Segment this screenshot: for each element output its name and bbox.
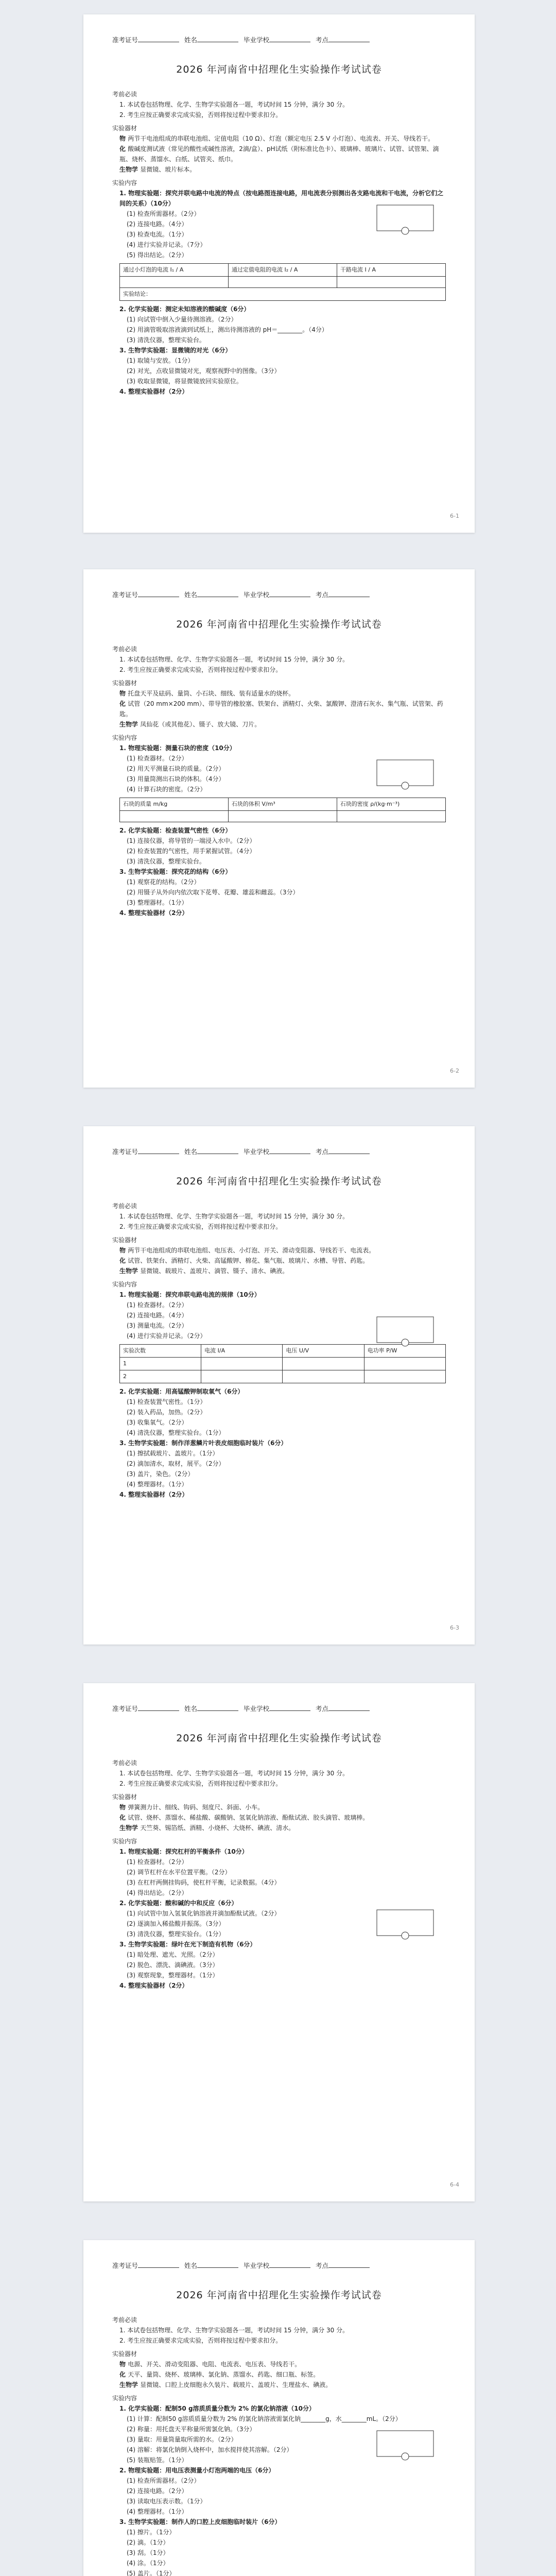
header-field bbox=[184, 2261, 238, 2270]
equipment-subject: 物 bbox=[119, 135, 128, 142]
question-step: (1) 检查所需器材。（2分） bbox=[127, 210, 200, 217]
record-table-header-cell: 干路电流 I / A bbox=[337, 264, 446, 277]
record-table bbox=[119, 1344, 446, 1383]
question-step: (3) 整理器材。（1分） bbox=[127, 899, 188, 906]
header-label: 毕业学校 bbox=[244, 1148, 270, 1156]
equipment-subject: 物 bbox=[119, 690, 128, 697]
question-step: (1) 擦拭载玻片、盖玻片。（1分） bbox=[127, 1450, 219, 1457]
circuit-diagram bbox=[372, 1905, 439, 1941]
tidy-line: 4. 整理实验器材（2分） bbox=[119, 388, 188, 395]
equipment-subject: 化 bbox=[119, 1814, 128, 1821]
question-step: (2) 滴加清水，取材，展平。（2分） bbox=[127, 1460, 225, 1467]
question-2: 2. 化学实验题：测定未知溶液的酸碱度（6分） bbox=[119, 306, 250, 313]
header-label: 毕业学校 bbox=[244, 1705, 270, 1713]
header-field bbox=[244, 590, 310, 599]
exam-page bbox=[83, 569, 475, 1088]
notice-heading: 考前必读 bbox=[112, 2316, 137, 2324]
question-step: (1) 连接仪器，将导管的一端浸入水中。（2分） bbox=[127, 837, 256, 844]
header-field bbox=[244, 2261, 310, 2270]
equipment-subject: 物 bbox=[119, 2361, 128, 2368]
notice-heading: 考前必读 bbox=[112, 91, 137, 98]
header-label: 准考证号 bbox=[112, 591, 138, 599]
page-title: 2026 年河南省中招理化生实验操作考试试卷 bbox=[176, 1176, 382, 1187]
equipment-subject: 生物学 bbox=[119, 1824, 141, 1832]
equipment-line bbox=[112, 1266, 446, 1276]
header-blank-line bbox=[197, 2267, 238, 2268]
question-step: (2) 脱色、漂洗、滴碘液。（3分） bbox=[127, 1961, 219, 1969]
equipment-text: 酸碱度测试液（常见的酸性或碱性溶液，2滴/盒）、pH试纸（附标准比色卡）、玻璃棒、玻璃片、试管、试管架、滴瓶、烧杯、蒸馏水、白纸、试管夹、纸巾。 bbox=[119, 145, 439, 163]
header-blank-line bbox=[269, 1710, 310, 1711]
notice-line: 1. 本试卷包括物理、化学、生物学实验题各一题，考试时间 15 分钟，满分 30 分。 bbox=[119, 656, 349, 663]
record-table-cell bbox=[120, 811, 229, 822]
record-table-header-cell: 通过小灯泡的电流 I₁ / A bbox=[120, 264, 229, 277]
record-table-cell bbox=[201, 1358, 283, 1370]
question-step: (1) 检查器材。（2分） bbox=[127, 1301, 188, 1309]
question-step: (3) 观察现象，整理器材。（1分） bbox=[127, 1972, 219, 1979]
equipment-line bbox=[112, 1802, 446, 1812]
circuit-diagram bbox=[372, 1312, 439, 1348]
question-step: (4) 整理器材。（1分） bbox=[127, 2508, 188, 2515]
question-step: (5) 盖片。（1分） bbox=[127, 2570, 176, 2576]
page-title: 2026 年河南省中招理化生实验操作考试试卷 bbox=[176, 1733, 382, 1744]
header-label: 考点 bbox=[316, 2262, 329, 2269]
record-table-row bbox=[120, 1358, 446, 1370]
header-field bbox=[184, 590, 238, 599]
circuit-diagram bbox=[372, 200, 439, 236]
question-step: (2) 逐滴加入稀盐酸并振荡。（3分） bbox=[127, 1920, 225, 1927]
equipment-text: 试管、烧杯、蒸馏水、稀盐酸、碳酸钠、氢氧化钠溶液、酚酞试液、胶头滴管、玻璃棒。 bbox=[128, 1814, 369, 1821]
question-step: (3) 测量电流。（2分） bbox=[127, 1322, 188, 1329]
header-label: 准考证号 bbox=[112, 36, 138, 44]
question-step: (2) 用天平测量石块的质量。（2分） bbox=[127, 765, 225, 772]
header-label: 准考证号 bbox=[112, 1148, 138, 1156]
question-step: (1) 取镜与安放。（1分） bbox=[127, 357, 194, 364]
equipment-text: 试管（20 mm×200 mm）、带导管的橡胶塞、铁架台、酒精灯、火柴、氯酸钾、澄清石灰水、集气瓶、试管架、药匙。 bbox=[119, 700, 443, 718]
record-table bbox=[119, 798, 446, 822]
equipment-line bbox=[112, 688, 446, 699]
question-step: (4) 清洗仪器，整理实验台。（1分） bbox=[127, 1429, 225, 1436]
equipment-heading: 实验器材 bbox=[112, 2350, 137, 2358]
header-label: 考点 bbox=[316, 1148, 329, 1156]
header-field bbox=[316, 2261, 370, 2270]
header-label: 考点 bbox=[316, 1705, 329, 1713]
question-step: (2) 连接电路。（4分） bbox=[127, 221, 188, 228]
page-number: 6-2 bbox=[450, 1067, 459, 1074]
header-blank-line bbox=[138, 2267, 179, 2268]
record-table-header bbox=[120, 798, 446, 811]
equipment-text: 两节干电池组成的串联电池组、定值电阻（10 Ω）、灯泡（额定电压 2.5 V 小灯泡）、电流表、开关、导线若干。 bbox=[128, 135, 435, 142]
header-label: 毕业学校 bbox=[244, 2262, 270, 2269]
equipment-subject: 化 bbox=[119, 700, 128, 707]
record-table-cell bbox=[201, 1370, 283, 1383]
question-step: (4) 进行实验并记录。（7分） bbox=[127, 241, 206, 248]
question-step: (3) 检查电流。（1分） bbox=[127, 231, 188, 238]
exam-header bbox=[112, 2261, 446, 2270]
question-step: (1) 检查装置气密性。（1分） bbox=[127, 1398, 206, 1405]
record-table bbox=[119, 263, 446, 301]
question-1: 1. 物理实验题：测量石块的密度（10分） bbox=[119, 744, 236, 752]
record-table-header-cell: 石块的密度 ρ/(kg·m⁻³) bbox=[337, 798, 445, 811]
header-label: 姓名 bbox=[184, 36, 198, 44]
exam-header bbox=[112, 1704, 446, 1713]
equipment-heading: 实验器材 bbox=[112, 125, 137, 132]
question-step: (4) 整理器材。（1分） bbox=[127, 1481, 188, 1488]
equipment-line bbox=[112, 699, 446, 719]
exam-body bbox=[112, 89, 446, 397]
question-step: (1) 向试管中倒入少量待测溶液。（2分） bbox=[127, 316, 237, 323]
record-table-cell bbox=[364, 1370, 445, 1383]
circuit-diagram bbox=[372, 2426, 439, 2462]
equipment-line bbox=[112, 1812, 446, 1823]
steps-heading: 实验内容 bbox=[112, 1838, 137, 1845]
exam-header bbox=[112, 1147, 446, 1156]
tidy-line: 4. 整理实验器材（2分） bbox=[119, 1982, 188, 1989]
question-3: 3. 生物学实验题：显微镜的对光（6分） bbox=[119, 347, 232, 354]
record-table-header-cell: 实验次数 bbox=[120, 1345, 201, 1358]
record-table-cell bbox=[228, 811, 337, 822]
record-table-row bbox=[120, 277, 446, 288]
header-field bbox=[316, 590, 370, 599]
header-label: 姓名 bbox=[184, 591, 198, 599]
question-2: 2. 物理实验题：用电压表测量小灯泡两端的电压（6分） bbox=[119, 2467, 275, 2474]
exam-body bbox=[112, 1201, 446, 1500]
header-field bbox=[112, 35, 179, 44]
question-step: (2) 用镊子从外向内依次取下花萼、花瓣、雄蕊和雌蕊。（3分） bbox=[127, 889, 299, 896]
question-1: 1. 化学实验题：配制50 g溶质质量分数为 2% 的氯化钠溶液（10分） bbox=[119, 2405, 315, 2412]
steps-heading: 实验内容 bbox=[112, 179, 137, 187]
question-step: (2) 对光，点收显微镜对光，观察视野中的图像。（3分） bbox=[127, 367, 281, 375]
equipment-line bbox=[112, 2369, 446, 2380]
header-field bbox=[316, 35, 370, 44]
equipment-line bbox=[112, 144, 446, 164]
notice-heading: 考前必读 bbox=[112, 646, 137, 653]
header-field bbox=[112, 590, 179, 599]
record-table-conclusion: 实验结论： bbox=[120, 288, 446, 301]
question-step: (2) 用滴管吸取溶液滴到试纸上，测出待测溶液的 pH＝________。（4分） bbox=[127, 326, 328, 333]
record-table-header-cell: 电功率 P/W bbox=[364, 1345, 445, 1358]
question-step: (2) 装入药品，加热。（2分） bbox=[127, 1409, 206, 1416]
equipment-line bbox=[112, 2359, 446, 2369]
header-field bbox=[184, 1147, 238, 1156]
equipment-text: 电源、开关、滑动变阻器、电阻、电流表、电压表、导线若干。 bbox=[128, 2361, 301, 2368]
question-1: 1. 物理实验题：探究杠杆的平衡条件（10分） bbox=[119, 1848, 248, 1855]
question-step: (1) 计算：配制50 g溶质质量分数为 2% 的氯化钠溶液需氯化钠________g，水________mL。（2分） bbox=[127, 2415, 402, 2422]
question-step: (3) 收取显微镜，将显微镜放回实验原位。 bbox=[127, 378, 242, 385]
header-field bbox=[316, 1147, 370, 1156]
question-2: 2. 化学实验题：检查装置气密性（6分） bbox=[119, 827, 232, 834]
question-3: 3. 生物学实验题：制作人的口腔上皮细胞临时装片（6分） bbox=[119, 2518, 281, 2526]
exam-page bbox=[83, 1126, 475, 1645]
question-step: (2) 滴。（1分） bbox=[127, 2539, 169, 2546]
equipment-subject: 化 bbox=[119, 1257, 128, 1264]
question-step: (4) 计算石块的密度。（2分） bbox=[127, 786, 206, 793]
question-step: (5) 得出结论。（2分） bbox=[127, 251, 188, 259]
question-step: (3) 量取：用量筒量取所需的水。（2分） bbox=[127, 2436, 237, 2443]
equipment-subject: 生物学 bbox=[119, 721, 141, 728]
exam-header bbox=[112, 590, 446, 599]
question-step: (1) 检查器材。（2分） bbox=[127, 755, 188, 762]
equipment-text: 凤仙花（或其他花）、镊子、放大镜、刀片。 bbox=[140, 721, 261, 728]
tidy-line: 4. 整理实验器材（2分） bbox=[119, 1491, 188, 1498]
header-label: 毕业学校 bbox=[244, 591, 270, 599]
header-field bbox=[244, 1147, 310, 1156]
equipment-subject: 生物学 bbox=[119, 166, 141, 173]
question-3: 3. 生物学实验题：探究花的结构（6分） bbox=[119, 868, 232, 875]
question-step: (1) 暗处理、遮光、光照。（2分） bbox=[127, 1951, 219, 1958]
record-table-header-cell: 电流 I/A bbox=[201, 1345, 283, 1358]
notice-line: 1. 本试卷包括物理、化学、生物学实验题各一题，考试时间 15 分钟，满分 30 分。 bbox=[119, 1213, 349, 1220]
equipment-line bbox=[112, 164, 446, 175]
question-2: 2. 化学实验题：酸和碱的中和反应（6分） bbox=[119, 1900, 238, 1907]
header-blank-line bbox=[197, 1710, 238, 1711]
page-number: 6-3 bbox=[450, 1624, 459, 1631]
question-step: (3) 清洗仪器，整理实验台。（1分） bbox=[127, 1930, 225, 1938]
exam-page bbox=[83, 2240, 475, 2576]
record-table-cell bbox=[120, 277, 229, 288]
record-table-cell bbox=[364, 1358, 445, 1370]
equipment-text: 托盘天平及砝码、量筒、小石块、细线、装有适量水的烧杯。 bbox=[128, 690, 295, 697]
equipment-heading: 实验器材 bbox=[112, 1236, 137, 1244]
record-table-header-cell: 石块的体积 V/m³ bbox=[228, 798, 337, 811]
notice-line: 2. 考生应按正确要求完成实验，否则将按过程中要求扣分。 bbox=[119, 1780, 282, 1787]
record-table-header-cell: 通过定值电阻的电流 I₂ / A bbox=[229, 264, 337, 277]
equipment-line bbox=[112, 133, 446, 144]
exam-page bbox=[83, 1683, 475, 2201]
equipment-subject: 化 bbox=[119, 2371, 128, 2378]
question-step: (4) 涂。（1分） bbox=[127, 2560, 169, 2567]
equipment-subject: 化 bbox=[119, 145, 128, 152]
question-step: (4) 得出结论。（2分） bbox=[127, 1889, 188, 1896]
page-title: 2026 年河南省中招理化生实验操作考试试卷 bbox=[176, 2290, 382, 2301]
record-table-cell: 2 bbox=[120, 1370, 201, 1383]
record-table-header-cell: 石块的质量 m/kg bbox=[120, 798, 229, 811]
record-table-cell bbox=[337, 811, 445, 822]
question-1: 1. 物理实验题：探究并联电路中电流的特点（按电路图连接电路，用电流表分别测出各支路电流和干电流，分析它们之间的关系）（10分） bbox=[119, 190, 444, 207]
equipment-line bbox=[112, 2380, 446, 2390]
header-field bbox=[316, 1704, 370, 1713]
header-label: 考点 bbox=[316, 591, 329, 599]
equipment-line bbox=[112, 1823, 446, 1833]
question-step: (1) 擦片。（1分） bbox=[127, 2529, 176, 2536]
header-field bbox=[184, 35, 238, 44]
record-table-header-cell: 电压 U/V bbox=[283, 1345, 364, 1358]
equipment-line bbox=[112, 719, 446, 730]
record-table-cell bbox=[283, 1358, 364, 1370]
question-step: (3) 用量筒测出石块的体积。（4分） bbox=[127, 775, 225, 783]
record-table-header bbox=[120, 264, 446, 277]
question-3: 3. 生物学实验题：绿叶在光下制造有机物（6分） bbox=[119, 1941, 256, 1948]
question-step: (3) 清洗仪器，整理实验台。 bbox=[127, 858, 205, 865]
circuit-diagram bbox=[372, 755, 439, 791]
equipment-heading: 实验器材 bbox=[112, 1793, 137, 1801]
header-label: 准考证号 bbox=[112, 1705, 138, 1713]
header-blank-line bbox=[138, 1710, 179, 1711]
page-number: 6-1 bbox=[450, 513, 459, 519]
notice-line: 2. 考生应按正确要求完成实验，否则将按过程中要求扣分。 bbox=[119, 666, 282, 673]
exam-page bbox=[83, 14, 475, 533]
notice-line: 1. 本试卷包括物理、化学、生物学实验题各一题，考试时间 15 分钟，满分 30 分。 bbox=[119, 1770, 349, 1777]
record-table-row bbox=[120, 1370, 446, 1383]
question-step: (3) 收集氧气。（2分） bbox=[127, 1419, 188, 1426]
notice-line: 2. 考生应按正确要求完成实验，否则将按过程中要求扣分。 bbox=[119, 111, 282, 118]
steps-heading: 实验内容 bbox=[112, 2395, 137, 2402]
page-number: 6-4 bbox=[450, 2181, 459, 2188]
header-blank-line bbox=[269, 2267, 310, 2268]
question-step: (2) 连接电路。（2分） bbox=[127, 2487, 188, 2495]
question-step: (3) 读取电压表示数。（1分） bbox=[127, 2498, 206, 2505]
notice-line: 1. 本试卷包括物理、化学、生物学实验题各一题，考试时间 15 分钟，满分 30 分。 bbox=[119, 101, 349, 108]
record-table-row bbox=[120, 811, 446, 822]
tidy-line: 4. 整理实验器材（2分） bbox=[119, 909, 188, 917]
question-2: 2. 化学实验题：用高锰酸钾制取氧气（6分） bbox=[119, 1388, 244, 1395]
header-blank-line bbox=[328, 2267, 370, 2268]
equipment-subject: 物 bbox=[119, 1804, 128, 1811]
header-field bbox=[112, 1147, 179, 1156]
notice-heading: 考前必读 bbox=[112, 1759, 137, 1767]
header-label: 姓名 bbox=[184, 1705, 198, 1713]
record-table-cell bbox=[283, 1370, 364, 1383]
equipment-subject: 物 bbox=[119, 1247, 128, 1254]
header-field bbox=[184, 1704, 238, 1713]
header-field bbox=[112, 1704, 179, 1713]
header-label: 准考证号 bbox=[112, 2262, 138, 2269]
header-field bbox=[112, 2261, 179, 2270]
record-table-row bbox=[120, 288, 446, 301]
exam-body bbox=[112, 1758, 446, 1991]
header-field bbox=[244, 35, 310, 44]
steps-heading: 实验内容 bbox=[112, 1281, 137, 1288]
question-step: (2) 调节杠杆在水平位置平衡。（2分） bbox=[127, 1869, 231, 1876]
notice-heading: 考前必读 bbox=[112, 1202, 137, 1210]
notice-line: 2. 考生应按正确要求完成实验，否则将按过程中要求扣分。 bbox=[119, 2337, 282, 2344]
question-step: (3) 盖片，染色。（2分） bbox=[127, 1470, 194, 1478]
equipment-text: 显微镜、载玻片、盖玻片、滴管、镊子、清水、碘液。 bbox=[140, 1267, 289, 1275]
header-label: 姓名 bbox=[184, 2262, 198, 2269]
question-step: (1) 检查所需器材。（2分） bbox=[127, 2477, 200, 2484]
equipment-text: 两节干电池组成的串联电池组、电压表、小灯泡、开关、滑动变阻器、导线若干、电流表。 bbox=[128, 1247, 375, 1254]
question-1: 1. 物理实验题：探究串联电路电流的规律（10分） bbox=[119, 1291, 260, 1298]
question-step: (3) 清洗仪器，整理实验台。 bbox=[127, 336, 205, 344]
header-label: 考点 bbox=[316, 36, 329, 44]
equipment-line bbox=[112, 1256, 446, 1266]
question-3: 3. 生物学实验题：制作洋葱鳞片叶表皮细胞临时装片（6分） bbox=[119, 1439, 287, 1447]
equipment-subject: 生物学 bbox=[119, 1267, 141, 1275]
header-label: 姓名 bbox=[184, 1148, 198, 1156]
question-step: (1) 观察花的结构。（2分） bbox=[127, 878, 200, 886]
header-field bbox=[244, 1704, 310, 1713]
question-step: (5) 装瓶贴签。（1分） bbox=[127, 2456, 188, 2464]
equipment-text: 显微镜、口腔上皮细胞永久装片、载玻片、盖玻片、生理盐水、碘液。 bbox=[140, 2381, 332, 2388]
question-step: (1) 向试管中加入氢氧化钠溶液并滴加酚酞试液。（2分） bbox=[127, 1910, 281, 1917]
header-blank-line bbox=[328, 1710, 370, 1711]
page-title: 2026 年河南省中招理化生实验操作考试试卷 bbox=[176, 64, 382, 75]
page-title: 2026 年河南省中招理化生实验操作考试试卷 bbox=[176, 619, 382, 630]
record-table-cell: 1 bbox=[120, 1358, 201, 1370]
equipment-text: 天平、量筒、烧杯、玻璃棒、氯化钠、蒸馏水、药匙、细口瓶、标签。 bbox=[128, 2371, 320, 2378]
equipment-text: 天竺葵、锡箔纸、酒精、小烧杯、大烧杯、碘液、清水。 bbox=[140, 1824, 295, 1832]
question-step: (2) 检查装置的气密性，用手紧握试管。（4分） bbox=[127, 848, 256, 855]
equipment-text: 显微镜、玻片标本。 bbox=[140, 166, 196, 173]
question-step: (4) 进行实验并记录。（2分） bbox=[127, 1332, 206, 1340]
exam-header bbox=[112, 35, 446, 44]
notice-line: 2. 考生应按正确要求完成实验，否则将按过程中要求扣分。 bbox=[119, 1223, 282, 1230]
steps-heading: 实验内容 bbox=[112, 734, 137, 741]
record-table-cell bbox=[229, 277, 337, 288]
question-step: (2) 称量：用托盘天平称量所需氯化钠。（3分） bbox=[127, 2426, 256, 2433]
equipment-text: 弹簧测力计、细线、钩码、刻度尺、斜面、小车。 bbox=[128, 1804, 264, 1811]
header-label: 毕业学校 bbox=[244, 36, 270, 44]
equipment-heading: 实验器材 bbox=[112, 680, 137, 687]
question-step: (3) 刮。（1分） bbox=[127, 2549, 169, 2556]
notice-line: 1. 本试卷包括物理、化学、生物学实验题各一题，考试时间 15 分钟，满分 30 分。 bbox=[119, 2327, 349, 2334]
equipment-text: 试管、铁架台、酒精灯、火柴、高锰酸钾、棉花、集气瓶、玻璃片、水槽、导管、药匙。 bbox=[128, 1257, 369, 1264]
question-step: (1) 检查器材。（2分） bbox=[127, 1858, 188, 1866]
equipment-subject: 生物学 bbox=[119, 2381, 141, 2388]
question-step: (4) 溶解：将氯化钠倒入烧杯中，加水搅拌使其溶解。（2分） bbox=[127, 2446, 293, 2453]
record-table-cell bbox=[337, 277, 446, 288]
equipment-line bbox=[112, 1245, 446, 1256]
question-step: (3) 在杠杆两侧挂钩码，使杠杆平衡，记录数据。（4分） bbox=[127, 1879, 281, 1886]
question-step: (2) 连接电路。（4分） bbox=[127, 1312, 188, 1319]
